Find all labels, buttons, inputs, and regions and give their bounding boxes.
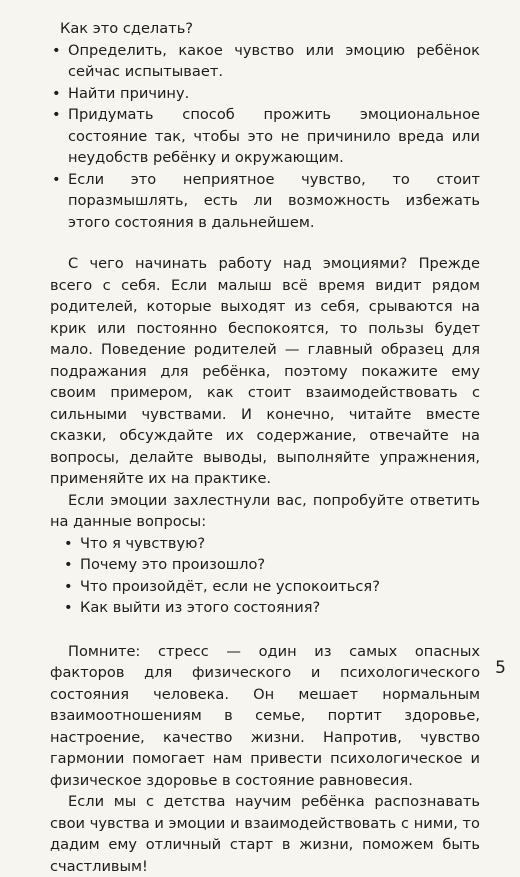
questions-list [50, 533, 480, 619]
paragraph-start-with-yourself: С чего начинать работу над эмоциями? Прежде всего с себя. Если малыш всё время видит рядом родителей, которые выходят из себя, срываются на крик или постоянно беспокоятся, то пользы будет мало. Поведение родителей — главный образец для подражания для ребёнка, поэтому покажите ему своим примером, как стоит взаимодействовать с сильными чувствами. И конечно, читайте вместе сказки, обсуждайте их содержание, отвечайте на вопросы, делайте выводы, выполняйте упражнения, применяйте их на практике. [50, 255, 480, 487]
list-item: • Как выйти из этого состояния? [50, 597, 480, 619]
list-item: • Определить, какое чувство или эмоцию ребёнок сейчас испытывает. [50, 40, 480, 83]
section1-heading: Как это сделать? [60, 20, 194, 37]
list-item: • Что произойдёт, если не успокоиться? [50, 576, 480, 598]
list-item: • Что я чувствую? [50, 533, 480, 555]
list-item: • Если это неприятное чувство, то стоит поразмышлять, есть ли возможность избежать этого состояния в дальнейшем. [50, 169, 480, 234]
list-item: • Найти причину. [50, 83, 480, 105]
paragraph-stress: Помните: стресс — один из самых опасных факторов для физического и психологического состояния человека. Он мешает нормальным взаимоотношениям в семье, портит здоровье, настроение, качество жизни. Напротив, чувство гармонии помогает нам привести психологическое и физическое здоровье в состояние равновесия. [50, 642, 480, 789]
spacer [50, 233, 480, 253]
list-item: • Почему это произошло? [50, 554, 480, 576]
paragraph-conclusion: Если мы с детства научим ребёнка распознавать свои чувства и эмоции и взаимодействовать с ними, то дадим ему отличный старт в жизни, поможем быть счастливым! [50, 793, 480, 875]
steps-list [50, 40, 480, 234]
page-number: 5 [495, 658, 506, 678]
list-item: • Придумать способ прожить эмоциональное состояние так, чтобы это не причинило вреда или неудобств ребёнку и окружающим. [50, 104, 480, 169]
spacer [50, 619, 480, 641]
paragraph-questions-intro: Если эмоции захлестнули вас, попробуйте ответить на данные вопросы: [50, 491, 480, 530]
